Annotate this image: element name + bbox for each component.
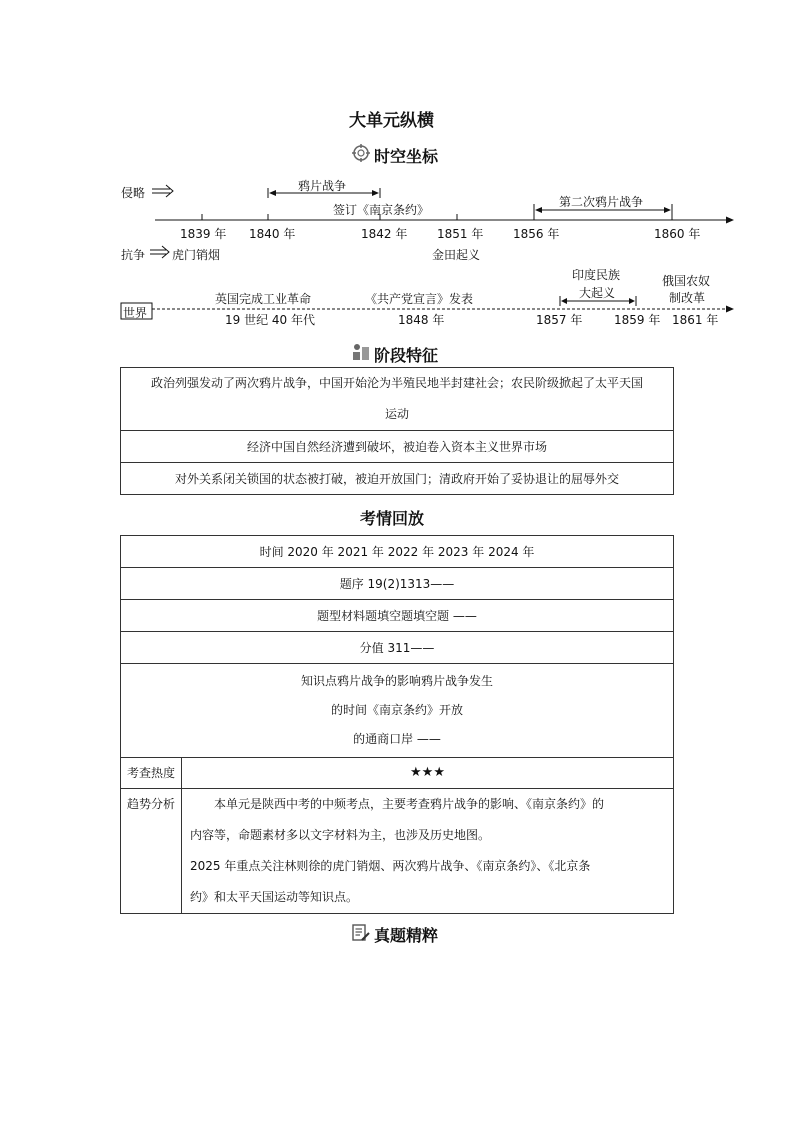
section-title-features: 阶段特征: [374, 346, 439, 365]
manifesto-year: 1848 年: [398, 313, 445, 327]
trend-label: 趋势分析: [121, 789, 182, 914]
russia-label-line1: 俄国农奴: [662, 274, 711, 288]
heat-label: 考查热度: [121, 758, 182, 789]
resistance-label: 抗争: [121, 248, 146, 262]
jintian-label: 金田起义: [432, 248, 481, 262]
year-1842: 1842 年: [361, 227, 408, 241]
feature-foreign: 对外关系闭关锁国的状态被打破，被迫开放国门；清政府开始了妥协退让的屈辱外交: [121, 463, 674, 495]
exam-row-time: 时间 2020 年 2021 年 2022 年 2023 年 2024 年: [121, 536, 674, 568]
year-1860: 1860 年: [654, 227, 701, 241]
russia-year: 1861 年: [672, 313, 719, 327]
india-label-line2: 大起义: [579, 286, 616, 300]
war1-label: 鸦片战争: [298, 179, 347, 193]
india-start-year: 1857 年: [536, 313, 583, 327]
invasion-arrow: [152, 185, 173, 197]
year-1839: 1839 年: [180, 227, 227, 241]
feature-economic: 经济中国自然经济遭到破坏，被迫卷入资本主义世界市场: [121, 431, 674, 463]
exam-row-order: 题序 19(2)1313——: [121, 568, 674, 600]
section-title-exam: 考情回放: [360, 509, 425, 528]
year-1840: 1840 年: [249, 227, 296, 241]
russia-label-line2: 制改革: [669, 291, 706, 305]
treaty-label: 签订《南京条约》: [333, 203, 430, 217]
china-axis: [155, 214, 730, 220]
india-label-line1: 印度民族: [572, 268, 621, 282]
industrial-time: 19 世纪 40 年代: [225, 313, 315, 327]
exam-table: [120, 535, 674, 914]
manifesto-label: 《共产党宣言》发表: [365, 292, 474, 306]
world-label: 世界: [123, 306, 148, 320]
exam-row-score: 分值 311——: [121, 632, 674, 664]
year-1856: 1856 年: [513, 227, 560, 241]
page-title: 大单元纵横: [349, 111, 434, 131]
features-table: [120, 367, 674, 495]
heat-stars: ★★★: [182, 758, 674, 789]
resistance-event: 虎门销烟: [172, 248, 221, 262]
trend-analysis: 本单元是陕西中考的中频考点，主要考查鸦片战争的影响、《南京条约》的 内容等，命题素材多以文字材料为主，也涉及历史地图。 2025 年重点关注林则徐的虎门销烟、两次鸦片战争、《南京条约》、《北京条 约》和太平天国运动等知识点。: [182, 789, 674, 914]
resistance-arrow: [150, 246, 169, 258]
chart-icon: [352, 343, 370, 365]
section-title-timeline: 时空坐标: [374, 147, 439, 166]
industrial-label: 英国完成工业革命: [215, 292, 312, 306]
war2-label: 第二次鸦片战争: [559, 195, 644, 209]
document-edit-icon: [352, 924, 370, 946]
world-axis-arrowhead: [726, 306, 734, 313]
year-1851: 1851 年: [437, 227, 484, 241]
feature-political: 政治列强发动了两次鸦片战争，中国开始沦为半殖民地半封建社会；农民阶级掀起了太平天国 运动: [121, 368, 674, 431]
exam-row-type: 题型材料题填空题填空题 ——: [121, 600, 674, 632]
invasion-label: 侵略: [121, 186, 146, 200]
china-axis-arrowhead: [726, 217, 734, 224]
india-end-year: 1859 年: [614, 313, 661, 327]
exam-row-knowledge: 知识点鸦片战争的影响鸦片战争发生 的时间《南京条约》开放 的通商口岸 ——: [121, 664, 674, 758]
section-title-questions: 真题精粹: [374, 926, 439, 945]
